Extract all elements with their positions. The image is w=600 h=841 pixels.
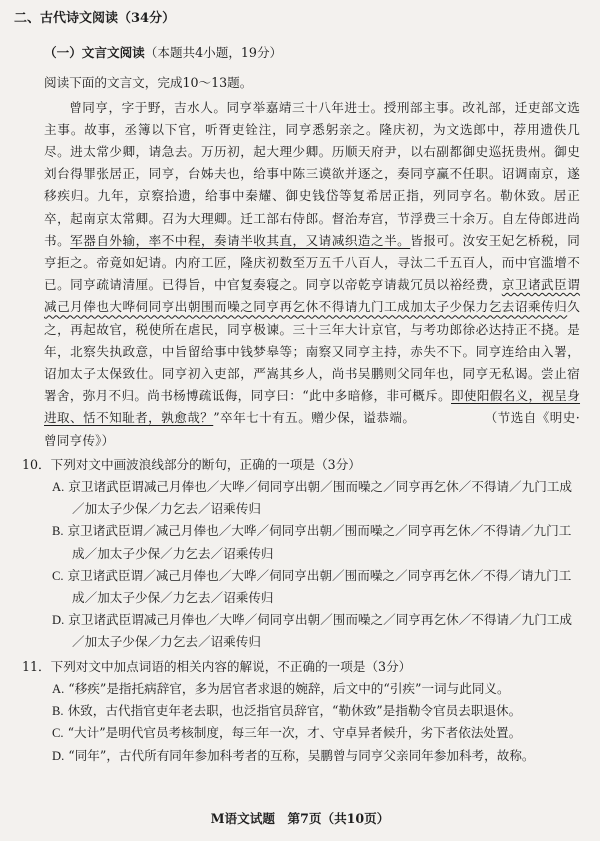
question-11-option-b: B. 休致，古代指官吏年老去职，也泛指官员辞官，“勒休致”是指勒令官员去职退休。 <box>52 703 522 719</box>
question-11-option-c: C. “大计”是明代官员考核制度，每三年一次，才、守卓异者候升，劣下者依法处置。 <box>52 725 522 741</box>
question-11-option-d: D. “同年”，古代所有同年参加科考者的互称，吴鹏曾与同亨父亲同年参加科考，故称。 <box>52 747 535 763</box>
question-10-option-a: A. 京卫诸武臣谓减己月俸也／大哗／伺同亨出朝／围而噪之／同亨再乞休／不得请／九门工成／加太子少保／力乞去／诏乘传归 <box>52 479 573 517</box>
passage-text-1: 曾同亨，字于野，吉水人。同亨举嘉靖三十八年进士。授刑部主事。改礼部，迁吏部文选主事。故事，丞簿以下官，听胥吏铨注，同亨悉躬亲之。隆庆初，为文选郎中，荐用遗佚几尽。进太常少卿，请急去。万历初，起大理少卿。历顺天府尹，以右副都御史巡抚贵州。御史刘台得罪张居正，同亨，台姊夫也，给事中陈三谟欲并逐之，奏同亨赢不任职。诏调南京，遂移疾归。九年，京察拾遗，给事中秦耀、御史钱岱等复希居正指，列同亨名。勒休致。居正卒，起南京太常卿。召为大理卿。迁工部右侍郎。督治寿宫，节浮费三十余万。自左侍郎进尚书。 <box>44 99 580 248</box>
page-footer: M语文试题 第7页（共10页） <box>210 811 390 826</box>
question-10-option-b: B. 京卫诸武臣谓／减己月俸也／大哗／伺同亨出朝／围而噪之／同亨再乞休／不得请／九门工成／加太子少保／力乞去／诏乘传归 <box>52 523 572 561</box>
passage-text-2: 皆报可。汝安王妃乞桥税，同亨拒之。帝竟如妃请。内府工匠，隆庆初数至万五千八百人，寻汰二千五百人，而中官滥增不已。同亨疏请清厘。已得旨，中官复奏寝之。同亨以帝乾亨请裁冗员以裕经费， <box>44 232 581 293</box>
classical-passage <box>44 97 580 452</box>
instruction: 阅读下面的文言文，完成10～13题。 <box>44 75 253 91</box>
passage-source: （节选自《明史·曾同亨传》） <box>44 410 580 448</box>
section-title: 二、古代诗文阅读（34分） <box>14 11 176 26</box>
question-10-option-c: C. 京卫诸武臣谓／减己月俸也／大哗／伺同亨出朝／围而噪之／同亨再乞休／不得／请九门工成／加太子少保／力乞去／诏乘传归 <box>52 567 572 606</box>
passage-wavy-underline: 京卫诸武臣谓减己月俸也大哗伺同亨出朝围而噪之同亨再乞休不得请九门工成加太子少保力乞去诏乘传归 <box>44 277 581 315</box>
passage-underline-2: 即使阳假名义，视呈身进取、恬不知耻者，孰愈哉？ <box>44 388 581 426</box>
question-10-option-d: D. 京卫诸武臣谓减己月俸也／大哗／伺同亨出朝／围而噪之／同亨再乞休／不得请／九门工成／加太子少保／力乞去／诏乘传归 <box>52 612 573 650</box>
subsection-title <box>44 42 580 64</box>
question-11-option-a: A. “移疾”是指托病辞官，多为居官者求退的婉辞，后文中的“引疾”一词与此同义。 <box>52 680 510 696</box>
question-10-stem: 10．下列对文中画波浪线部分的断句，正确的一项是（3分） <box>22 456 361 472</box>
passage-text-3: 久之，再起故官，税使所在虐民，同亨极谏。三十三年大计京官，与考功郎徐必达持正不挠。是年，北察失执政意，中旨留给事中钱梦皋等；南察又同亨主持，赤失不下。同亨连给由入署，诏加太子太保致仕。同亨初入吏部，严嵩其乡人，尚书吴鹏则父同年也，同亨无私谒。尝止宿署舍，弥月不归。尚书杨博疏诋侮，同亨曰：“此中多暗修，非可概斥。 <box>44 299 580 404</box>
subsection-label: （一）文言文阅读 <box>44 45 145 61</box>
passage-text-4: ”卒年七十有五。赠少保，谥恭端。 <box>213 410 416 426</box>
subsection-note: （本题共4小题，19分） <box>144 45 283 61</box>
passage-underline-1: 军器自外输，率不中程，奏请半收其直，又请减织造之半。 <box>70 232 411 248</box>
question-11-stem: 11．下列对文中加点词语的相关内容的解说，不正确的一项是（3分） <box>22 658 412 674</box>
